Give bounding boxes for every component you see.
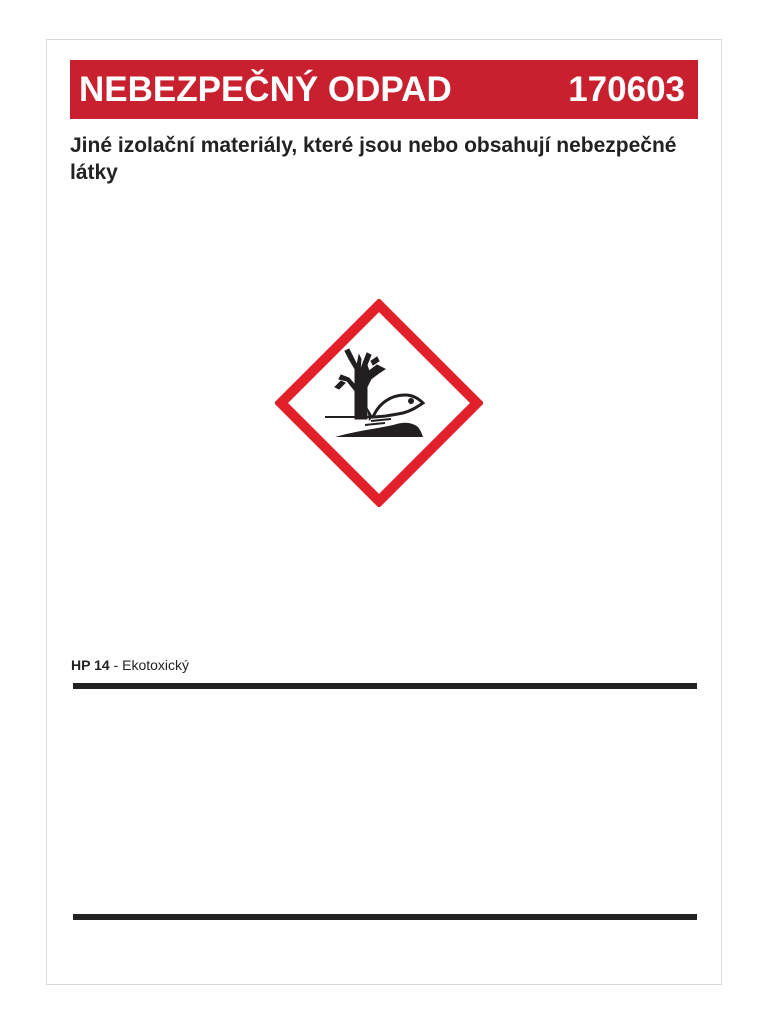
hazard-code: HP 14	[71, 657, 110, 673]
hazard-separator: -	[109, 657, 123, 673]
waste-code: 170603	[568, 70, 685, 109]
header-bar	[70, 60, 698, 119]
header-title: NEBEZPEČNÝ ODPAD	[79, 70, 452, 109]
pictogram-diamond-border	[281, 305, 477, 501]
environmental-hazard-icon	[275, 299, 483, 507]
hazard-description: Ekotoxický	[122, 657, 190, 673]
divider-top	[73, 683, 697, 689]
waste-description: Jiné izolační materiály, které jsou nebo obsahují nebezpečné látky	[70, 134, 677, 184]
divider-bottom	[73, 914, 697, 920]
hazard-statement	[71, 656, 189, 674]
